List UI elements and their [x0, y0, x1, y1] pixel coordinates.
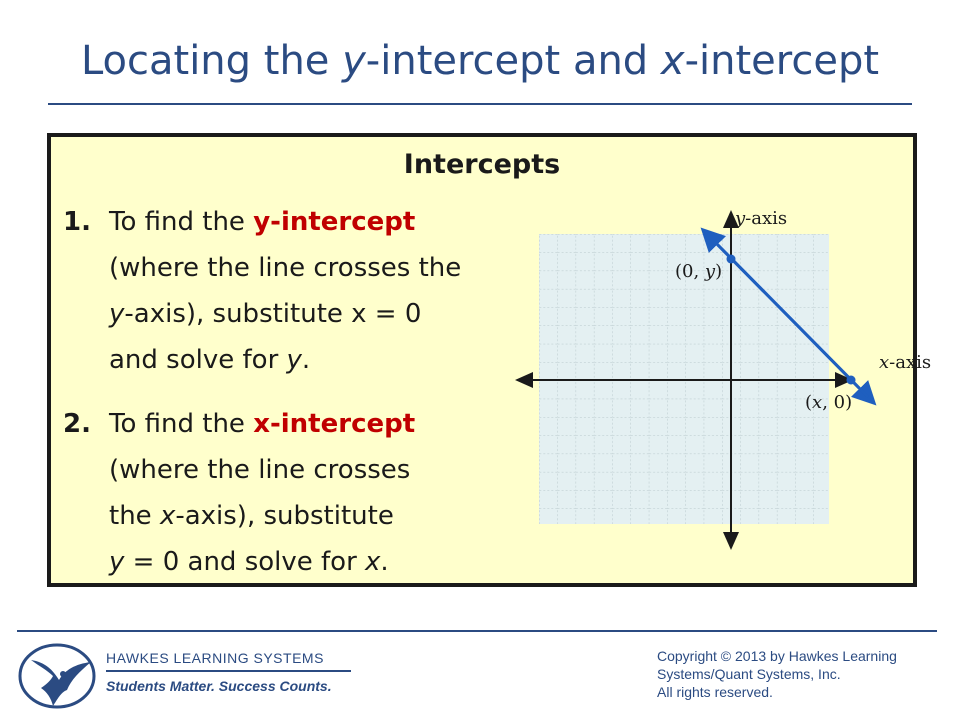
company-slogan: Students Matter. Success Counts.: [106, 678, 332, 694]
slide-title: Locating the y-intercept and x-intercept: [80, 38, 880, 84]
y-intercept-point: [727, 255, 736, 264]
step-number: 1.: [63, 207, 91, 237]
step-text: To find the y-intercept (where the line crosses the y-axis), substitute x = 0 and solve for y.: [109, 207, 462, 375]
y-axis-label: y-axis: [735, 208, 788, 229]
step-2: [63, 401, 533, 591]
copyright-notice: Copyright © 2013 by Hawkes Learning Systems/Quant Systems, Inc. All rights reserved.: [657, 648, 897, 700]
y-intercept-label: (0, y): [675, 261, 723, 282]
x-intercept-label: (x, 0): [805, 392, 853, 413]
intercepts-box: [47, 133, 932, 587]
hawkes-eagle-logo: [17, 640, 97, 712]
footer-divider: [17, 630, 937, 632]
step-text: To find the x-intercept (where the line crosses the x-axis), substitute y = 0 and solve for x.: [109, 409, 416, 577]
title-divider: [48, 103, 912, 105]
step-1: [63, 199, 533, 389]
y-intercept-term: y-intercept: [253, 207, 416, 237]
x-intercept-term: x-intercept: [253, 409, 416, 439]
box-heading: Intercepts: [403, 149, 561, 180]
step-number: 2.: [63, 409, 91, 439]
company-name: HAWKES LEARNING SYSTEMS: [106, 650, 324, 666]
intercept-graph: [521, 202, 932, 562]
company-underline: [106, 670, 351, 672]
x-intercept-point: [847, 376, 856, 385]
x-axis-label: x-axis: [879, 352, 932, 373]
